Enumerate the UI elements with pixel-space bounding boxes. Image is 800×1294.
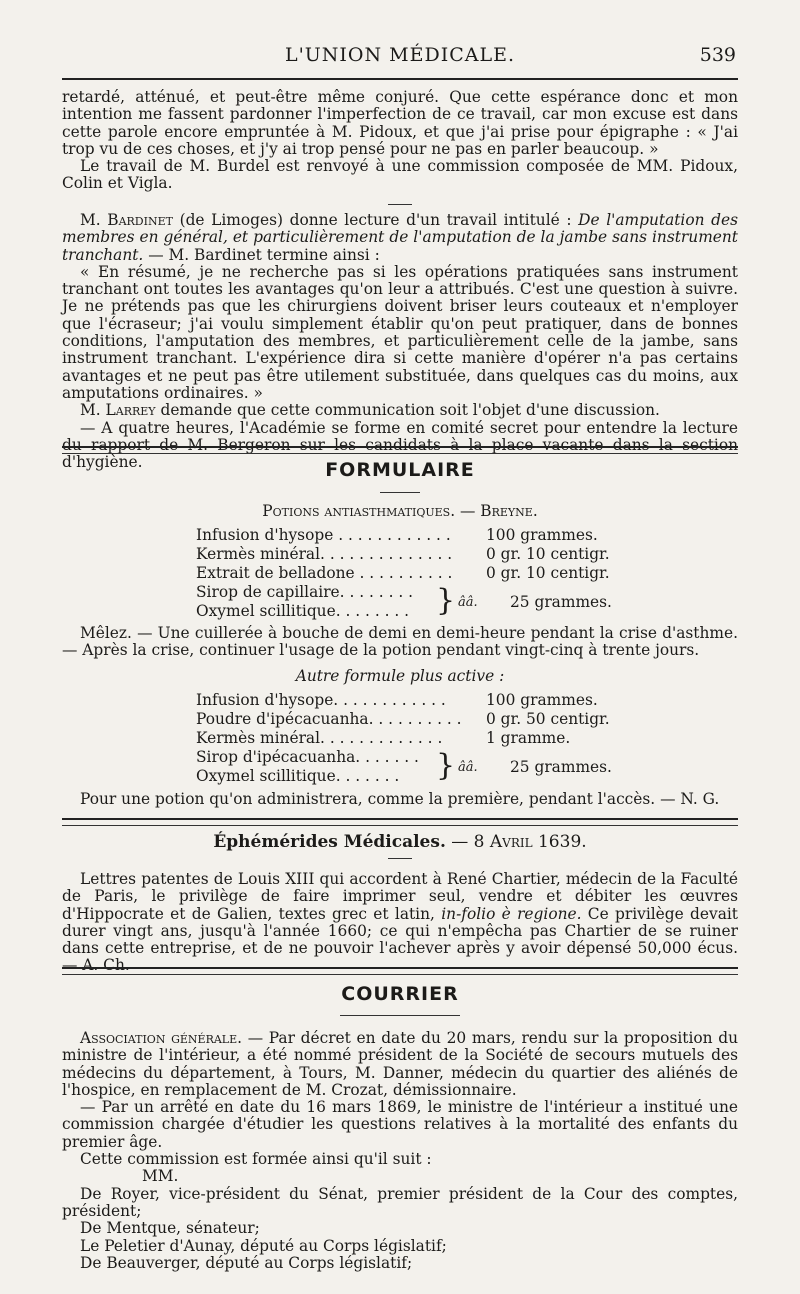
bardinet-quote: « En résumé, je ne recherche pas si les opérations pratiquées sans instrument tranchant ont toutes les avantages qu'on leur a attribués. C'est une question à suivre. Je ne prétends pas que les chirurgiens doivent briser leurs couteaux et n'employer que l'écraseur; j'ai voulu simplement établir qu'on peut pratiquer, dans de bonnes conditions, l'amputation des membres, et particulièrement celle de la jambe, sans instrument tranchant. L'expérience dira si cette manière d'opérer n'a pas certains avantages et ne peut pas être utilement substituée, dans quelques cas du moins, aux amputations ordinaires. » [62, 262, 738, 402]
recipe-quantity: 0 gr. 10 centigr. [486, 545, 610, 563]
larrey-paragraph: M. Larrey demande que cette communication soit l'objet d'une discussion. [80, 401, 660, 420]
ephemerides-paragraph: Lettres patentes de Louis XIII qui accordent à René Chartier, médecin de la Faculté de Paris, le privilège de faire imprimer seul, vendre et débiter les œuvres d'Hippocrate et de Galien, textes grec et latin, in-folio è regione. Ce privilège devait durer vingt ans, jusqu'à l'année 1660; ce qui n'empêcha pas Chartier de se ruiner dans cette entreprise, et de ne pouvoir l'achever après y avoir dépensé 50,000 écus. — A. Ch. [62, 870, 738, 975]
courrier-heading: COURRIER [341, 983, 459, 1005]
recipe-quantity: 25 grammes. [510, 593, 612, 611]
separator-dash [388, 858, 412, 859]
bardinet-name: Bardinet [107, 211, 173, 229]
closing-block [62, 791, 738, 808]
secret-committee-paragraph: — A quatre heures, l'Académie se forme en comité secret pour entendre la lecture du rapport de M. Bergeron sur les candidats à la place vacante dans la section d'hygiène. [62, 418, 738, 472]
members-list [62, 1186, 738, 1272]
association-paragraph: Association générale. — Par décret en date du 20 mars, rendu sur la proposition du ministre de l'intérieur, a été nommé président de la Société de secours mutuels des médecins du département, à Tours, M. Danner, médecin du quartier des aliénés de l'hospice, en remplacement de M. Crozat, démissionnaire. [62, 1029, 738, 1099]
courrier-underline [340, 1015, 460, 1016]
formulaire-heading: FORMULAIRE [325, 459, 475, 481]
brace: } [436, 583, 456, 618]
journal-title: L'UNION MÉDICALE. [284, 44, 516, 66]
recipe-ingredient: Extrait de belladone . . . . . . . . . . [196, 564, 453, 582]
recipe-row [196, 691, 656, 710]
recipe-1-pair [196, 583, 656, 621]
separator-dash [388, 204, 412, 205]
recipe-1 [196, 526, 656, 621]
commission-member: De Mentque, sénateur; [80, 1219, 260, 1238]
commission-member: Le Peletier d'Aunay, député au Corps législatif; [80, 1236, 447, 1255]
recipe-quantity: 0 gr. 50 centigr. [486, 710, 610, 728]
section-divider [62, 967, 738, 975]
intro-paragraph: retardé, atténué, et peut-être même conjuré. Que cette espérance donc et mon intention me fassent pardonner l'imperfection de ce travail, car mon excuse est dans cette parole encore empruntée à M. Pidoux, et que j'ai prise pour épigraphe : « J'ai trop vu de ces choses, et j'y ai trop pensé pour ne pas en parler beaucoup. » [62, 88, 738, 158]
recipe-row [196, 710, 656, 729]
recipe-quantity: 25 grammes. [510, 758, 612, 776]
commission-member: De Royer, vice-président du Sénat, premier président de la Cour des comptes, président; [62, 1184, 738, 1220]
larrey-name: Larrey [105, 401, 156, 420]
recipe-2 [196, 691, 656, 786]
running-header [62, 38, 738, 70]
section-divider [62, 818, 738, 826]
recipe-quantity: 1 gramme. [486, 729, 571, 747]
recipe-ingredient: Poudre d'ipécacuanha. . . . . . . . . . [196, 710, 462, 728]
recipe-aa: ââ. [458, 760, 478, 775]
mm-label: MM. [142, 1167, 179, 1186]
intro-block [62, 89, 738, 193]
arrete-paragraph: — Par un arrêté en date du 16 mars 1869, le ministre de l'intérieur a institué une commission chargée d'étudier les questions relatives à la mortalité des enfants du premier âge. [62, 1098, 738, 1151]
ephemerides-block [62, 871, 738, 975]
ephemerides-date: — 8 Avril 1639. [445, 832, 587, 852]
alt-formula-heading: Autre formule plus active : [295, 667, 505, 685]
bardinet-lead: M. Bardinet (de Limoges) donne lecture d'un travail intitulé : De l'amputation des membres en général, et particulièrement de l'amputation de la jambe sans instrument tranchant. — M. Bardinet termine ainsi : [62, 211, 738, 264]
bardinet-work-title: De l'amputation des membres en général, et particulièrement de l'amputation de la jambe sans instrument tranchant. [62, 211, 738, 264]
recipe-2-pair [196, 748, 656, 786]
bardinet-block [62, 212, 738, 471]
ephemerides-heading [62, 832, 738, 852]
formulaire-subtitle: Potions antiasthmatiques. — Breyne. [262, 502, 538, 520]
header-rule [62, 78, 738, 80]
recipe-aa: ââ. [458, 595, 478, 610]
courrier-block [62, 1030, 738, 1272]
section-divider [62, 446, 738, 454]
formulaire-dash [380, 492, 420, 493]
recipe-ingredient: Kermès minéral. . . . . . . . . . . . . [196, 729, 443, 747]
recipe-row [196, 729, 656, 748]
recipe-quantity: 0 gr. 10 centigr. [486, 564, 610, 582]
recipe-ingredient: Oxymel scillitique. . . . . . . [196, 767, 400, 785]
recipe-ingredient: Sirop de capillaire. . . . . . . . [196, 583, 414, 601]
commission-member: De Beauverger, député au Corps législatif; [80, 1253, 413, 1272]
burdel-paragraph: Le travail de M. Burdel est renvoyé à une commission composée de MM. Pidoux, Colin et Vigla. [62, 157, 738, 193]
association-label: Association générale. [80, 1029, 243, 1047]
recipe-quantity: 100 grammes. [486, 691, 598, 709]
instructions-block [62, 625, 738, 660]
recipe-row [196, 526, 656, 545]
recipe-ingredient: Infusion d'hysope . . . . . . . . . . . . [196, 526, 451, 544]
recipe-ingredient: Sirop d'ipécacuanha. . . . . . . [196, 748, 419, 766]
recipe-ingredient: Kermès minéral. . . . . . . . . . . . . . [196, 545, 453, 563]
closing-paragraph: Pour une potion qu'on administrera, comme la première, pendant l'accès. — N. G. [80, 790, 720, 808]
page-number: 539 [699, 44, 736, 66]
recipe-row [196, 545, 656, 564]
instructions-paragraph: Mêlez. — Une cuillerée à bouche de demi en demi-heure pendant la crise d'asthme. — Après la crise, continuer l'usage de la potion pendant vingt-cinq à trente jours. [62, 624, 738, 660]
brace: } [436, 748, 456, 783]
recipe-ingredient: Infusion d'hysope. . . . . . . . . . . . [196, 691, 446, 709]
recipe-row [196, 564, 656, 583]
ephemerides-title: Éphémérides Médicales. [213, 832, 446, 852]
recipe-ingredient: Oxymel scillitique. . . . . . . . [196, 602, 410, 620]
recipe-quantity: 100 grammes. [486, 526, 598, 544]
commission-composition: Cette commission est formée ainsi qu'il suit : [80, 1150, 432, 1169]
